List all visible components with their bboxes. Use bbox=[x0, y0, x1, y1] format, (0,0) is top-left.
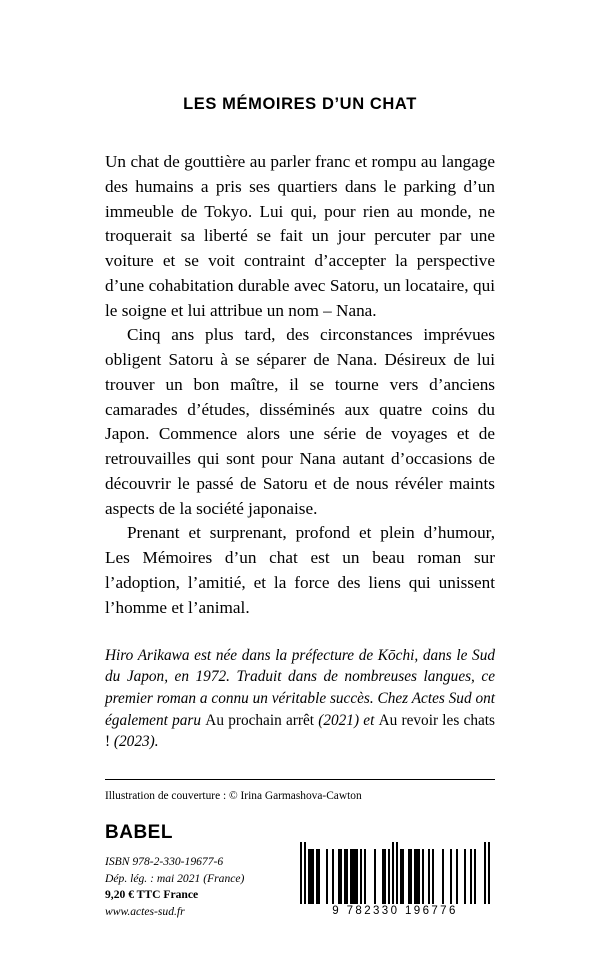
barcode-digits: 9 782330 196776 bbox=[332, 904, 458, 917]
website: www.actes-sud.fr bbox=[105, 904, 185, 918]
divider bbox=[105, 779, 495, 780]
price: 9,20 € TTC France bbox=[105, 888, 199, 902]
imprint-block bbox=[105, 822, 244, 920]
page-title: LES MÉMOIRES D’UN CHAT bbox=[183, 95, 417, 113]
barcode-bars bbox=[300, 842, 490, 904]
isbn: ISBN 978-2-330-19677-6 bbox=[105, 855, 224, 869]
author-bio bbox=[105, 645, 495, 754]
bio-title-1: Au prochain arrêt bbox=[205, 711, 314, 729]
legal-deposit: Dép. lég. : mai 2021 (France) bbox=[105, 871, 245, 885]
publication-meta bbox=[105, 854, 244, 920]
cover-illustration-credit: Illustration de couverture : © Irina Garmashova-Cawton bbox=[105, 790, 362, 803]
bio-part-3: (2023). bbox=[110, 733, 159, 751]
barcode bbox=[295, 837, 495, 920]
imprint-name: BABEL bbox=[105, 822, 173, 844]
footer bbox=[105, 822, 495, 920]
blurb-text bbox=[105, 150, 495, 621]
blurb-paragraph: Un chat de gouttière au parler franc et rompu au langage des humains a pris ses quartiers dans le parking d’un immeuble de Tokyo. Lui qui, pour rien au monde, ne troquerait sa liberté se fait un jour percuter par une voiture et se voit contraint d’accepter la perspective d’une cohabitation durable avec Satoru, un locataire, qui le soigne et lui attribue un nom – Nana. bbox=[105, 152, 495, 320]
blurb-paragraph: Prenant et surprenant, profond et plein d’humour, Les Mémoires d’un chat est un beau roman sur l’adoption, l’amitié, et la force des liens qui unissent l’homme et l’animal. bbox=[105, 523, 495, 617]
blurb-paragraph: Cinq ans plus tard, des circonstances imprévues obligent Satoru à se séparer de Nana. Désireux de lui trouver un bon maître, il se tourne vers d’anciens camarades d’études, disséminés aux quatre coins du Japon. Commence alors une série de voyages et de retrouvailles qui sont pour Nana autant d’occasions de découvrir le passé de Satoru et de nous révéler maints aspects de la société japonaise. bbox=[105, 325, 495, 518]
author-bio-text bbox=[105, 645, 495, 754]
bio-part-1: Hiro Arikawa est née dans la préfecture de Kōchi, dans le Sud du Japon, en 1972. Traduit dans de nombreuses langues, ce premier roman a connu un véritable succès. Chez Actes Sud ont également paru bbox=[105, 646, 495, 729]
bio-title-2: Au revoir les chats ! bbox=[105, 711, 495, 751]
bio-part-2: (2021) et bbox=[314, 711, 379, 729]
